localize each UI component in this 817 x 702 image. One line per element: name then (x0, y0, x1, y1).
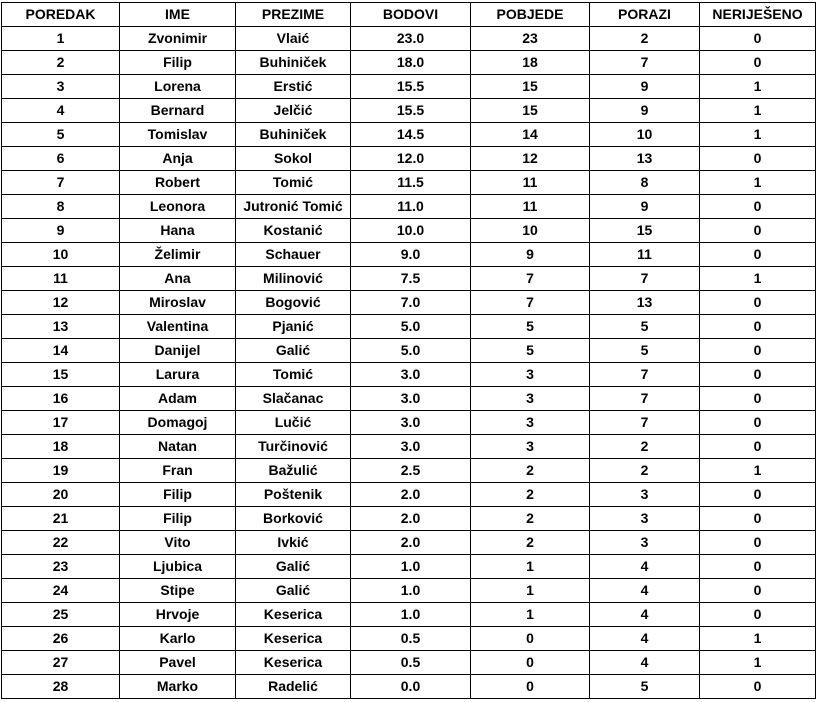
cell-losses: 7 (590, 363, 700, 387)
table-row (2, 507, 816, 531)
cell-wins: 1 (471, 603, 590, 627)
cell-draws: 0 (700, 195, 816, 219)
cell-rank: 19 (2, 459, 120, 483)
cell-losses: 3 (590, 483, 700, 507)
cell-rank: 25 (2, 603, 120, 627)
cell-last-name: Slačanac (236, 387, 351, 411)
cell-points: 5.0 (351, 315, 471, 339)
cell-wins: 5 (471, 339, 590, 363)
cell-last-name: Jutronić Tomić (236, 195, 351, 219)
cell-draws: 0 (700, 147, 816, 171)
cell-draws: 0 (700, 339, 816, 363)
cell-last-name: Kostanić (236, 219, 351, 243)
cell-points: 11.0 (351, 195, 471, 219)
cell-last-name: Keserica (236, 651, 351, 675)
cell-last-name: Ivkić (236, 531, 351, 555)
cell-first-name: Filip (120, 51, 236, 75)
cell-points: 7.5 (351, 267, 471, 291)
cell-wins: 15 (471, 99, 590, 123)
cell-rank: 28 (2, 675, 120, 699)
cell-last-name: Erstić (236, 75, 351, 99)
table-row (2, 99, 816, 123)
cell-losses: 2 (590, 435, 700, 459)
cell-draws: 0 (700, 51, 816, 75)
cell-rank: 5 (2, 123, 120, 147)
cell-first-name: Hrvoje (120, 603, 236, 627)
cell-first-name: Zvonimir (120, 27, 236, 51)
cell-points: 1.0 (351, 555, 471, 579)
cell-wins: 18 (471, 51, 590, 75)
cell-first-name: Adam (120, 387, 236, 411)
cell-losses: 10 (590, 123, 700, 147)
cell-rank: 2 (2, 51, 120, 75)
cell-wins: 2 (471, 531, 590, 555)
cell-draws: 0 (700, 387, 816, 411)
cell-losses: 9 (590, 99, 700, 123)
cell-rank: 7 (2, 171, 120, 195)
table-row (2, 243, 816, 267)
cell-points: 18.0 (351, 51, 471, 75)
cell-rank: 13 (2, 315, 120, 339)
cell-draws: 1 (700, 75, 816, 99)
cell-points: 0.5 (351, 627, 471, 651)
cell-draws: 1 (700, 123, 816, 147)
cell-points: 2.0 (351, 531, 471, 555)
table-row (2, 531, 816, 555)
cell-points: 1.0 (351, 579, 471, 603)
cell-draws: 1 (700, 99, 816, 123)
cell-first-name: Želimir (120, 243, 236, 267)
cell-first-name: Karlo (120, 627, 236, 651)
cell-rank: 26 (2, 627, 120, 651)
cell-last-name: Radelić (236, 675, 351, 699)
cell-wins: 11 (471, 171, 590, 195)
cell-wins: 0 (471, 675, 590, 699)
table-row (2, 603, 816, 627)
cell-points: 3.0 (351, 435, 471, 459)
cell-wins: 2 (471, 483, 590, 507)
cell-first-name: Lorena (120, 75, 236, 99)
cell-rank: 8 (2, 195, 120, 219)
cell-losses: 3 (590, 531, 700, 555)
cell-rank: 27 (2, 651, 120, 675)
cell-first-name: Larura (120, 363, 236, 387)
cell-losses: 9 (590, 75, 700, 99)
cell-losses: 4 (590, 651, 700, 675)
table-row (2, 555, 816, 579)
header-last-name: PREZIME (236, 3, 351, 27)
cell-draws: 1 (700, 267, 816, 291)
cell-points: 3.0 (351, 411, 471, 435)
cell-points: 3.0 (351, 387, 471, 411)
cell-draws: 1 (700, 171, 816, 195)
cell-draws: 0 (700, 579, 816, 603)
cell-rank: 16 (2, 387, 120, 411)
cell-last-name: Borković (236, 507, 351, 531)
cell-draws: 0 (700, 603, 816, 627)
cell-wins: 1 (471, 579, 590, 603)
cell-rank: 11 (2, 267, 120, 291)
cell-wins: 0 (471, 627, 590, 651)
cell-points: 14.5 (351, 123, 471, 147)
cell-losses: 7 (590, 51, 700, 75)
cell-wins: 3 (471, 387, 590, 411)
table-row (2, 651, 816, 675)
cell-last-name: Milinović (236, 267, 351, 291)
table-row (2, 387, 816, 411)
cell-last-name: Bogović (236, 291, 351, 315)
cell-losses: 8 (590, 171, 700, 195)
cell-last-name: Pjanić (236, 315, 351, 339)
cell-wins: 23 (471, 27, 590, 51)
cell-draws: 0 (700, 291, 816, 315)
cell-losses: 7 (590, 411, 700, 435)
cell-draws: 0 (700, 507, 816, 531)
cell-first-name: Anja (120, 147, 236, 171)
cell-losses: 7 (590, 387, 700, 411)
header-rank: POREDAK (2, 3, 120, 27)
cell-draws: 0 (700, 219, 816, 243)
table-row (2, 51, 816, 75)
cell-points: 15.5 (351, 99, 471, 123)
cell-first-name: Vito (120, 531, 236, 555)
cell-points: 11.5 (351, 171, 471, 195)
cell-wins: 1 (471, 555, 590, 579)
cell-last-name: Tomić (236, 171, 351, 195)
header-wins: POBJEDE (471, 3, 590, 27)
cell-first-name: Ana (120, 267, 236, 291)
cell-last-name: Turčinović (236, 435, 351, 459)
cell-last-name: Vlaić (236, 27, 351, 51)
cell-first-name: Hana (120, 219, 236, 243)
cell-draws: 0 (700, 363, 816, 387)
table-row (2, 267, 816, 291)
cell-losses: 4 (590, 627, 700, 651)
cell-draws: 1 (700, 459, 816, 483)
cell-rank: 6 (2, 147, 120, 171)
cell-rank: 17 (2, 411, 120, 435)
table-row (2, 411, 816, 435)
cell-wins: 2 (471, 507, 590, 531)
cell-first-name: Leonora (120, 195, 236, 219)
cell-wins: 10 (471, 219, 590, 243)
table-row (2, 75, 816, 99)
table-header (2, 3, 816, 27)
cell-points: 1.0 (351, 603, 471, 627)
cell-wins: 0 (471, 651, 590, 675)
cell-losses: 13 (590, 147, 700, 171)
cell-points: 23.0 (351, 27, 471, 51)
cell-first-name: Pavel (120, 651, 236, 675)
cell-draws: 1 (700, 627, 816, 651)
cell-wins: 2 (471, 459, 590, 483)
cell-rank: 9 (2, 219, 120, 243)
cell-losses: 5 (590, 315, 700, 339)
cell-losses: 4 (590, 579, 700, 603)
cell-last-name: Galić (236, 555, 351, 579)
cell-first-name: Domagoj (120, 411, 236, 435)
cell-losses: 11 (590, 243, 700, 267)
cell-rank: 10 (2, 243, 120, 267)
cell-points: 0.5 (351, 651, 471, 675)
cell-wins: 15 (471, 75, 590, 99)
cell-draws: 0 (700, 243, 816, 267)
cell-first-name: Fran (120, 459, 236, 483)
cell-points: 0.0 (351, 675, 471, 699)
cell-last-name: Schauer (236, 243, 351, 267)
cell-last-name: Bažulić (236, 459, 351, 483)
header-first-name: IME (120, 3, 236, 27)
cell-rank: 1 (2, 27, 120, 51)
table-row (2, 579, 816, 603)
cell-wins: 7 (471, 291, 590, 315)
cell-first-name: Danijel (120, 339, 236, 363)
cell-rank: 3 (2, 75, 120, 99)
cell-first-name: Robert (120, 171, 236, 195)
cell-rank: 23 (2, 555, 120, 579)
cell-draws: 0 (700, 27, 816, 51)
table-row (2, 483, 816, 507)
cell-rank: 22 (2, 531, 120, 555)
cell-losses: 9 (590, 195, 700, 219)
cell-points: 10.0 (351, 219, 471, 243)
cell-points: 2.5 (351, 459, 471, 483)
cell-last-name: Poštenik (236, 483, 351, 507)
cell-losses: 3 (590, 507, 700, 531)
cell-last-name: Galić (236, 579, 351, 603)
table-row (2, 219, 816, 243)
cell-first-name: Ljubica (120, 555, 236, 579)
table-row (2, 171, 816, 195)
cell-first-name: Filip (120, 507, 236, 531)
cell-wins: 12 (471, 147, 590, 171)
cell-first-name: Stipe (120, 579, 236, 603)
cell-draws: 0 (700, 531, 816, 555)
cell-points: 5.0 (351, 339, 471, 363)
cell-rank: 21 (2, 507, 120, 531)
cell-first-name: Marko (120, 675, 236, 699)
cell-losses: 2 (590, 459, 700, 483)
cell-rank: 24 (2, 579, 120, 603)
cell-draws: 0 (700, 435, 816, 459)
cell-last-name: Tomić (236, 363, 351, 387)
cell-wins: 3 (471, 435, 590, 459)
cell-last-name: Lučić (236, 411, 351, 435)
table-row (2, 195, 816, 219)
table-row (2, 123, 816, 147)
cell-rank: 20 (2, 483, 120, 507)
table-row (2, 363, 816, 387)
cell-last-name: Jelčić (236, 99, 351, 123)
cell-wins: 5 (471, 315, 590, 339)
cell-rank: 4 (2, 99, 120, 123)
cell-points: 12.0 (351, 147, 471, 171)
cell-losses: 5 (590, 339, 700, 363)
table-row (2, 315, 816, 339)
cell-wins: 9 (471, 243, 590, 267)
cell-losses: 4 (590, 555, 700, 579)
table-row (2, 339, 816, 363)
header-losses: PORAZI (590, 3, 700, 27)
table-row (2, 675, 816, 699)
cell-losses: 7 (590, 267, 700, 291)
table-row (2, 459, 816, 483)
cell-draws: 0 (700, 675, 816, 699)
cell-points: 9.0 (351, 243, 471, 267)
cell-draws: 0 (700, 483, 816, 507)
cell-points: 3.0 (351, 363, 471, 387)
table-body (2, 27, 816, 699)
header-row (2, 3, 816, 27)
cell-wins: 7 (471, 267, 590, 291)
cell-draws: 0 (700, 555, 816, 579)
table-row (2, 147, 816, 171)
header-points: BODOVI (351, 3, 471, 27)
header-draws: NERIJEŠENO (700, 3, 816, 27)
cell-draws: 0 (700, 411, 816, 435)
cell-first-name: Natan (120, 435, 236, 459)
cell-points: 7.0 (351, 291, 471, 315)
cell-losses: 2 (590, 27, 700, 51)
cell-first-name: Valentina (120, 315, 236, 339)
cell-last-name: Buhiniček (236, 51, 351, 75)
cell-first-name: Bernard (120, 99, 236, 123)
cell-wins: 3 (471, 411, 590, 435)
cell-rank: 12 (2, 291, 120, 315)
cell-last-name: Buhiniček (236, 123, 351, 147)
cell-losses: 13 (590, 291, 700, 315)
cell-points: 2.0 (351, 507, 471, 531)
table-row (2, 291, 816, 315)
cell-first-name: Miroslav (120, 291, 236, 315)
cell-first-name: Tomislav (120, 123, 236, 147)
standings-table (1, 2, 816, 699)
cell-last-name: Galić (236, 339, 351, 363)
cell-points: 15.5 (351, 75, 471, 99)
cell-losses: 4 (590, 603, 700, 627)
cell-rank: 18 (2, 435, 120, 459)
cell-draws: 1 (700, 651, 816, 675)
cell-wins: 3 (471, 363, 590, 387)
cell-last-name: Keserica (236, 603, 351, 627)
cell-first-name: Filip (120, 483, 236, 507)
table-row (2, 27, 816, 51)
cell-draws: 0 (700, 315, 816, 339)
table-row (2, 627, 816, 651)
cell-wins: 14 (471, 123, 590, 147)
cell-last-name: Keserica (236, 627, 351, 651)
cell-wins: 11 (471, 195, 590, 219)
cell-last-name: Sokol (236, 147, 351, 171)
cell-losses: 15 (590, 219, 700, 243)
cell-losses: 5 (590, 675, 700, 699)
cell-rank: 14 (2, 339, 120, 363)
cell-rank: 15 (2, 363, 120, 387)
cell-points: 2.0 (351, 483, 471, 507)
table-row (2, 435, 816, 459)
